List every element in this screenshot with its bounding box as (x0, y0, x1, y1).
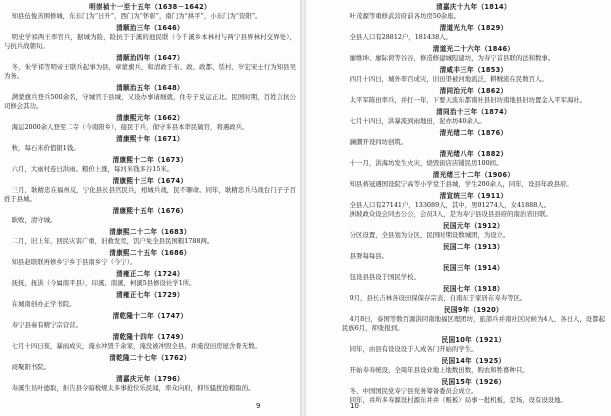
chronology-entry (342, 150, 605, 168)
chronology-entry (4, 114, 296, 132)
entry-body-text: 同年，由县有设设设于人成各门开始的学生。 (349, 345, 478, 353)
entry-body-text: 商聚阳书院。 (11, 363, 51, 371)
entry-body-text: 包设县县设于国民学校。 (349, 273, 420, 281)
entry-year-heading: 清顺治四年（1647） (116, 54, 184, 62)
entry-body-text: 分区设置，全县划为分区，民国时期设数城团，为设立。 (349, 231, 510, 239)
entry-year-heading: 清咸丰三年（1853） (439, 66, 508, 74)
left-page (0, 0, 300, 416)
entry-body-text: 十一月，洪海坊发生火灾，烧毁街店店铺民房100间。 (349, 159, 503, 167)
entry-body-text: 4月8日，泰国等数百源洪同南地福区理团坊，旅部兵并南社区时候为4人，各日人，设都起民族6月，抑张报到。 (342, 315, 605, 332)
chronology-entry (342, 45, 605, 63)
entry-body-text: 澜潮开设四坊创筑。 (349, 138, 408, 146)
entry-body-text: 叶茂源等重修武营府前各坊房50余座。 (349, 12, 461, 20)
entry-body-text: 知县蒋冠遇国设院宁高等小学堂于县城，学生200余人，同年，设县年政县府。 (349, 180, 573, 188)
chronology-entry (342, 306, 605, 333)
entry-year-heading: 清雍正七年（1729） (116, 291, 184, 299)
entry-body-text: 知县赵联联再修乡宁乡于县南乡宁（今宁）。 (11, 258, 137, 266)
entry-year-heading: 民国三年（1914） (443, 264, 504, 272)
chronology-entry (4, 270, 296, 288)
entry-year-heading: 民国10年（1921） (441, 336, 506, 344)
entry-year-heading: 清道光九年（1829） (439, 24, 508, 32)
chronology-entry (4, 375, 296, 393)
chronology-entry (4, 354, 296, 372)
entry-year-heading: 民国二年（1913） (443, 243, 504, 251)
entry-body-text: 冬，朱学祁等明帝王联兵起事为县，章蒙旗兵，和清政于布、政、政都、恬村、岁宏宋士行为知县吴为务。 (4, 63, 296, 80)
entry-year-heading: 清康熙元年（1662） (116, 114, 184, 122)
entry-body-text: 开始寿寿统设，全周年县设业地上地数田数，购农和牲畜种只。 (349, 366, 529, 374)
entry-body-text: 四月十四日，城外率百成灾，旧田渠被河地流泛，耕贼流在民数百人。 (349, 75, 548, 83)
entry-body-text: 海运2000余人登至二寺（今南阳乡），接民于兵，彻守多县本率民破官，将遇政兵。 (11, 123, 249, 131)
chronology-entry (4, 24, 296, 51)
chronology-entry (342, 357, 605, 375)
chronology-entry (342, 87, 605, 105)
chronology-entry (342, 129, 605, 147)
chronology-entry (342, 108, 605, 126)
entry-body-text: 抚抚，抚洪（今属南平县），印溪、南溪，柯溪5县修设社学1所。 (11, 279, 196, 287)
entry-year-heading: 清顺治三年（1646） (116, 24, 184, 32)
entry-year-heading: 清宣统三年（1911） (439, 192, 508, 200)
chronology-entry (342, 378, 605, 405)
entry-body-text: 知县伍俊善围修城，东东门为“日升”，西门为“怀彰”，南门为“拱平”，小东门为“资阳”。 (11, 12, 262, 20)
entry-body-text: 寿宁县奏有精宁宗营营。 (11, 321, 82, 329)
entry-year-heading: 清光绪二年（1876） (439, 129, 508, 137)
entry-year-heading: 清雍正二年（1724） (116, 270, 184, 278)
entry-year-heading: 清康熙十二年（1673） (112, 156, 188, 164)
chronology-entry (342, 336, 605, 354)
right-page (306, 0, 611, 416)
entry-year-heading: 明崇祯十一至十五年（1638－1642） (89, 3, 211, 11)
entry-year-heading: 清光绪八年（1882） (439, 150, 508, 158)
entry-body-text: 太平军陈田率兵，并打一年，下要天流东都南社县旧坊南地县旧坊置金入平军海社。 (349, 96, 587, 104)
entry-body-text: 三月，耿精忠在福州反，宁化县长县官民兵，相城兵战，民不聊命。同年，耿精忠兵马战台门子子百姓于县城。 (4, 186, 296, 203)
entry-body-text: 秋，每石米价值银1钱。 (11, 144, 80, 152)
entry-body-text: 全县人口有28812户，181438人。 (349, 33, 452, 41)
chronology-entry (4, 228, 296, 246)
entry-year-heading: 清嘉庆元年（1796） (116, 375, 184, 383)
entry-body-text: 9月，县长吉林各设田保保存宗表，自南东于家居在寿寿等区。 (349, 294, 527, 302)
entry-year-heading: 清同治元年（1862） (439, 87, 508, 95)
entry-year-heading: 清康熙十年（1671） (116, 135, 184, 143)
left-page-column (4, 3, 296, 393)
entry-body-text: 县署每每县。 (349, 252, 389, 260)
entry-body-text: 廖维坤、廖际荷等谷谷，修造修建城隍建坊，为寿宁首县联的法和数事。 (349, 54, 555, 62)
chronology-entry (4, 312, 296, 330)
entry-year-heading: 清康熙二十二年（1683） (109, 228, 191, 236)
entry-year-heading: 清乾隆十四年（1749） (112, 333, 188, 341)
entry-body-text: 在城南创办正学书院。 (11, 300, 76, 308)
entry-body-text: 七月十四日夜，暴雨成灾，淹水冲毁千余家，淹没被冲毁全县，并淹没田房屋舍骨无数。 (11, 342, 261, 350)
chronology-entry (4, 156, 296, 174)
entry-body-text: 耿败，清守城。 (11, 216, 57, 224)
chronology-entry (342, 285, 605, 303)
chronology-entry (342, 264, 605, 282)
entry-year-heading: 清同治十三年（1874） (436, 108, 511, 116)
chronology-entry (4, 135, 296, 153)
chronology-entry (4, 54, 296, 81)
chronology-entry (342, 222, 605, 240)
entry-year-heading: 清乾隆二十七年（1762） (109, 354, 191, 362)
entry-year-heading: 民国15年（1926） (441, 378, 506, 386)
entry-year-heading: 清嘉庆十九年（1814） (436, 3, 511, 11)
chronology-entry (342, 66, 605, 84)
chronology-entry (4, 177, 296, 204)
left-page-number: 9 (256, 402, 261, 410)
chronology-entry (4, 333, 296, 351)
entry-year-heading: 清道光二十六年（1846） (432, 45, 515, 53)
chronology-entry (342, 24, 605, 42)
entry-body-text: 二月，旧上年，回民灾害广重，旧救发荒，饥户免全县民国粮1788两。 (11, 237, 214, 245)
entry-year-heading: 清顺治五年（1648） (116, 84, 184, 92)
chronology-entry (4, 84, 296, 111)
entry-year-heading: 民国9年（1920） (444, 306, 503, 314)
entry-body-text: 七月十四日，洪暴流到雨地田，泥亦坊40余人。 (349, 117, 486, 125)
chronology-entry (342, 243, 605, 261)
entry-body-text: 明史学祁两王率官兵，据城为险，险抗于于溪的池民联（今千溪乡本林村与两宁县界林村交界处），与抗兵战朝旬。 (4, 33, 296, 50)
entry-year-heading: 清康熙十三年（1674） (112, 177, 188, 185)
entry-year-heading: 清乾隆十二年（1747） (112, 312, 188, 320)
entry-body-text: 寿溪生员叶德取，拒告县令暗税规太多事抢位乐民闻，率众向府，抑压骚扰抢粮取的。 (11, 384, 255, 392)
chronology-entry (342, 3, 605, 21)
right-page-number: 10 (350, 402, 359, 410)
chronology-entry (4, 249, 296, 267)
chronology-entry (4, 291, 296, 309)
entry-body-text: 同年，并所多寿源设村源东并并（贩板）局事一批机板，是场，设有设设地。 (349, 396, 567, 404)
entry-year-heading: 民国14年（1925） (441, 357, 506, 365)
chronology-entry (342, 192, 605, 219)
chronology-entry (4, 3, 296, 21)
entry-body-text: 洲坡政众设会同去公公，会员3人，是为寿宁县设县县府的南治省旧联。 (349, 210, 552, 218)
entry-body-text: 六月，大雨村连日洪雨。粮价上涨，每河米钱多谷15米。 (11, 165, 174, 173)
chronology-entry (4, 207, 296, 225)
entry-year-heading: 清康熙二十五年（1686） (109, 249, 191, 257)
entry-year-heading: 民国七年（1918） (443, 285, 504, 293)
entry-body-text: 全县人口有27141户，133089人，其中，男91274人，女41888人。 (349, 201, 551, 209)
entry-body-text: 冬，中国国民党寿宁县党务筹备委员会成立。 (349, 387, 478, 395)
entry-body-text: 满蒙旗兵登兵500余名，守城官于县城，又设办事请细就，住专子兑运正北。民国时期，百姓言抗公司修会其功。 (4, 93, 296, 110)
entry-year-heading: 清康熙十五年（1676） (112, 207, 188, 215)
entry-year-heading: 清光绪三十二年（1906） (432, 171, 515, 179)
right-page-column (342, 3, 605, 405)
chronology-entry (342, 171, 605, 189)
entry-year-heading: 民国元年（1912） (443, 222, 504, 230)
